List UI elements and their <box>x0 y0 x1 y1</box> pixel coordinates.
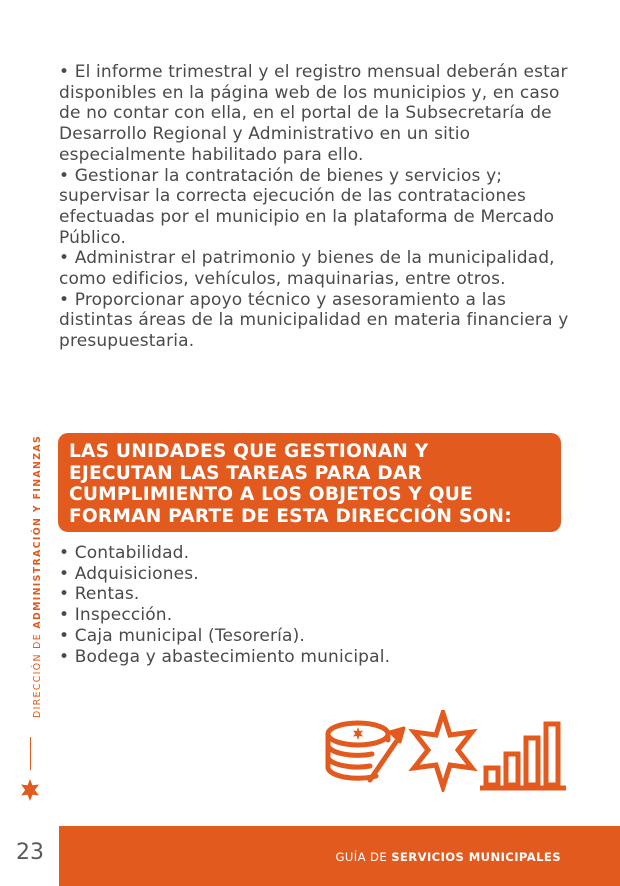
body-bullet-list <box>59 62 569 352</box>
callout-line-1: LAS UNIDADES QUE GESTIONAN Y <box>69 441 429 462</box>
unit-item-contabilidad: • Contabilidad. <box>59 543 190 563</box>
side-label-prefix: DIRECCIÓN DE <box>32 633 43 718</box>
bar-chart-icon <box>480 724 566 788</box>
callout-line-3: CUMPLIMIENTO A LOS OBJETOS Y QUE <box>69 484 473 505</box>
star-icon <box>20 779 40 801</box>
unit-item-caja-municipal: • Caja municipal (Tesorería). <box>59 625 305 646</box>
footer-prefix: GUÍA DE <box>335 850 388 864</box>
page-number: 23 <box>16 840 44 865</box>
bullet-procurement: • Gestionar la contratación de bienes y servicios y; supervisar la correcta ejecución de las contrataciones efectuadas por el municipio en la plataforma de Mercado Público. <box>59 165 555 248</box>
footer-emphasis: SERVICIOS MUNICIPALES <box>391 850 561 864</box>
unit-item-bodega: • Bodega y abastecimiento municipal. <box>59 646 391 667</box>
footer-bar <box>59 826 620 886</box>
bullet-assets: • Administrar el patrimonio y bienes de la municipalidad, como edificios, vehículos, maquinarias, entre otros. <box>59 248 555 290</box>
units-callout-box <box>58 433 561 532</box>
unit-item-rentas: • Rentas. <box>59 584 140 605</box>
coin-star-icon <box>353 727 363 740</box>
decorative-icons <box>320 710 570 792</box>
side-section-label <box>32 435 43 718</box>
side-label-emphasis: ADMINISTRACIÓN Y FINANZAS <box>32 434 43 629</box>
unit-item-adquisiciones: • Adquisiciones. <box>59 563 199 584</box>
star-icon <box>414 713 472 787</box>
callout-line-2: EJECUTAN LAS TAREAS PARA DAR <box>69 462 422 484</box>
side-divider <box>30 737 31 770</box>
bullet-quarterly-report: • El informe trimestral y el registro mensual deberán estar disponibles en la página web de los municipios y, en caso de no contar con ella, en el portal de la Subsecretaría de Desarrollo Regional y Administrativo en un sitio especialmente habilitado para ello. <box>59 62 568 165</box>
coins-growth-icon <box>328 723 404 780</box>
units-list <box>59 543 559 667</box>
callout-line-4: FORMAN PARTE DE ESTA DIRECCIÓN SON: <box>69 505 512 527</box>
footer-title <box>336 850 561 864</box>
unit-item-inspeccion: • Inspección. <box>59 605 173 626</box>
bullet-technical-support: • Proporcionar apoyo técnico y asesoramiento a las distintas áreas de la municipalidad en materia financiera y presupuestaria. <box>59 289 569 352</box>
